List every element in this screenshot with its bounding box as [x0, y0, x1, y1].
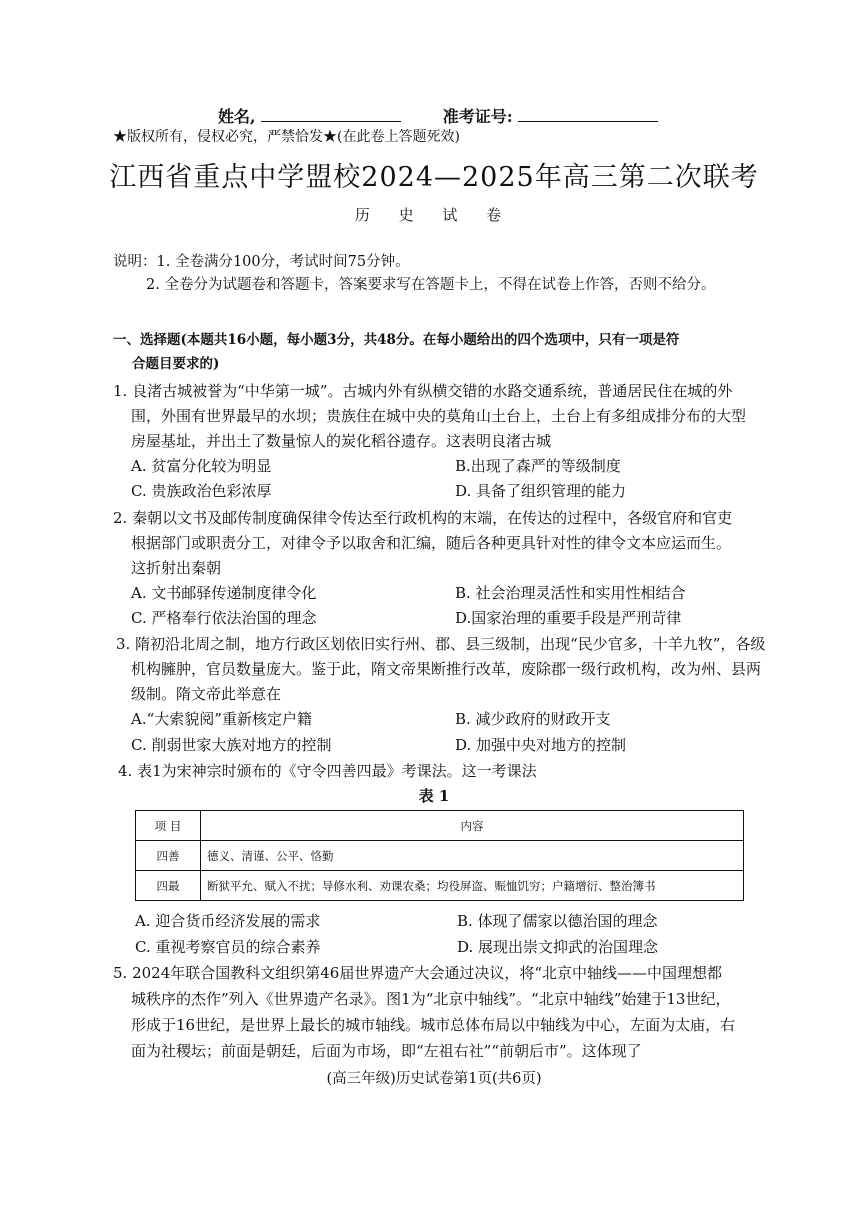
question-5-line: 5. 2024年联合国教科文组织第46届世界遗产大会通过决议，将“北京中轴线——中国理想都 [113, 964, 723, 982]
exam-header [218, 104, 658, 127]
table-caption: 表 1 [418, 787, 450, 805]
table-row [136, 841, 744, 871]
question-1-line: 1. 良渚古城被誉为“中华第一城”。古城内外有纵横交错的水路交通系统，普通居民住在城的外 [113, 382, 733, 400]
subject-title: 历 史 试 卷 [354, 206, 514, 224]
table-cell: 断狱平允、赋入不扰；导修水利、劝课农桑；均役屏盗、赈恤饥穷；户籍增衍、整治簿书 [201, 871, 744, 901]
table-cell: 四最 [136, 871, 201, 901]
note-line: 说明：1. 全卷满分100分，考试时间75分钟。 [113, 254, 410, 270]
option-c[interactable]: C. 贵族政治色彩浓厚 [131, 482, 272, 500]
question-2-line: 这折射出秦朝 [131, 559, 222, 577]
option-c[interactable]: C. 严格奉行依法治国的理念 [131, 609, 317, 627]
section-heading-cont: 合题目要求的) [132, 356, 220, 372]
option-b[interactable]: B.出现了森严的等级制度 [455, 457, 621, 475]
option-a[interactable]: A. 贫富分化较为明显 [131, 457, 272, 475]
option-a[interactable]: A. 文书邮驿传递制度律令化 [131, 584, 317, 602]
name-field[interactable] [261, 107, 401, 122]
option-d[interactable]: D. 展现出崇文抑武的治国理念 [457, 938, 659, 956]
page-footer: (高三年级)历史试卷第1页(共6页) [326, 1071, 542, 1087]
exam-no-label: 准考证号: [442, 107, 513, 126]
question-5-line: 面为社稷坛；前面是朝廷，后面为市场，即“左祖右社”“前朝后市”。这体现了 [131, 1042, 642, 1060]
table-1 [135, 810, 744, 901]
question-5-line: 形成于16世纪，是世界上最长的城市轴线。城市总体布局以中轴线为中心，左面为太庙，右 [131, 1016, 736, 1034]
table-cell: 四善 [136, 841, 201, 871]
exam-no-field[interactable] [518, 107, 658, 122]
option-a[interactable]: A. 迎合货币经济发展的需求 [135, 912, 321, 930]
option-b[interactable]: B. 社会治理灵活性和实用性相结合 [455, 584, 686, 602]
question-4-line: 4. 表1为宋神宗时颁布的《守令四善四最》考课法。这一考课法 [118, 762, 537, 780]
question-3-line: 级制。隋文帝此举意在 [131, 685, 282, 703]
option-c[interactable]: C. 重视考察官员的综合素养 [135, 938, 321, 956]
question-2-line: 2. 秦朝以文书及邮传制度确保律令传达至行政机构的末端，在传达的过程中，各级官府和官吏 [113, 509, 733, 527]
page-title: 江西省重点中学盟校2024—2025年高三第二次联考 [109, 162, 759, 193]
question-1-line: 房屋基址，并出土了数量惊人的炭化稻谷遗存。这表明良渚古城 [131, 432, 552, 450]
option-c[interactable]: C. 削弱世家大族对地方的控制 [131, 736, 332, 754]
question-2-line: 根据部门或职责分工，对律令予以取舍和汇编，随后各种更具针对性的律令文本应运而生。 [131, 534, 732, 552]
option-d[interactable]: D.国家治理的重要手段是严刑苛律 [455, 609, 682, 627]
section-heading: 一、选择题(本题共16小题，每小题3分，共48分。在每小题给出的四个选项中，只有一项是符 [113, 332, 680, 348]
question-3-line: 机构臃肿，官员数量庞大。鉴于此，隋文帝果断推行改革，废除郡一级行政机构，改为州、县两 [131, 660, 762, 678]
table-cell: 德义、清谨、公平、恪勤 [201, 841, 744, 871]
option-b[interactable]: B. 减少政府的财政开支 [455, 710, 611, 728]
name-label: 姓名, [218, 107, 256, 126]
table-header-cell: 内容 [201, 811, 744, 841]
option-b[interactable]: B. 体现了儒家以德治国的理念 [457, 912, 658, 930]
question-3-line: 3. 隋初沿北周之制，地方行政区划依旧实行州、郡、县三级制，出现“民少官多，十羊九牧”，各级 [116, 635, 766, 653]
option-a[interactable]: A.“大索貌阅”重新核定户籍 [131, 710, 312, 728]
note-line: 2. 全卷分为试题卷和答题卡，答案要求写在答题卡上，不得在试卷上作答，否则不给分。 [146, 277, 716, 293]
table-header-cell: 项 目 [136, 811, 201, 841]
option-d[interactable]: D. 加强中央对地方的控制 [455, 736, 627, 754]
question-1-line: 围，外围有世界最早的水坝；贵族住在城中央的莫角山土台上，土台上有多组成排分布的大型 [131, 407, 747, 425]
copyright-notice: ★版权所有，侵权必究，严禁恰发★(在此卷上答题死效) [113, 129, 460, 145]
table-row [136, 871, 744, 901]
option-d[interactable]: D. 具备了组织管理的能力 [455, 482, 627, 500]
question-5-line: 城秩序的杰作”列入《世界遗产名录》。图1为“北京中轴线”。“北京中轴线”始建于13世纪， [131, 990, 731, 1008]
table-header-row [136, 811, 744, 841]
